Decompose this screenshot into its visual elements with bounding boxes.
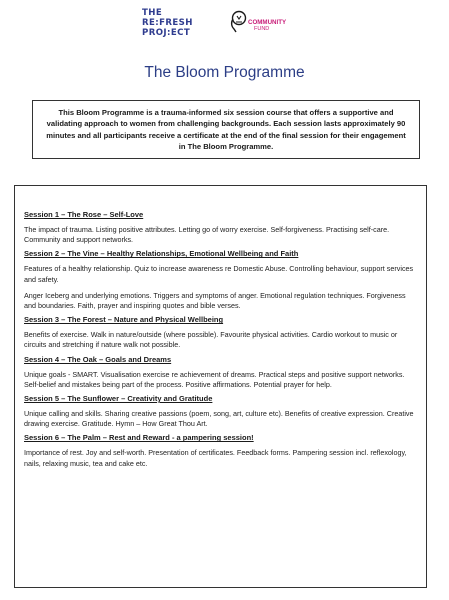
header-logos bbox=[0, 6, 449, 50]
session-5-text: Unique calling and skills. Sharing creative passions (poem, song, art, culture etc). Benefits of creative expression. Creative drawing exercise. Gratitude. Hymn – How Great Thou Art. bbox=[24, 409, 414, 429]
logo-line: RE:FRESH bbox=[142, 18, 193, 28]
community-fund-line2: FUND bbox=[254, 26, 270, 32]
intro-box bbox=[32, 100, 420, 159]
refresh-project-logo bbox=[142, 8, 204, 38]
community-fund-text bbox=[248, 19, 286, 33]
page-title: The Bloom Programme bbox=[144, 64, 305, 81]
session-3-text: Benefits of exercise. Walk in nature/outside (where possible). Favourite physical activities. Cardio workout to music or circuits and stretching if nature walk not possible. bbox=[24, 330, 398, 350]
session-6-text: Importance of rest. Joy and self-worth. Presentation of certificates. Feedback forms. Pampering session incl. reflexology, nails, relaxing music, tea and cake etc. bbox=[24, 448, 407, 468]
logo-line: THE bbox=[142, 8, 163, 18]
session-4-heading: Session 4 – The Oak – Goals and Dreams bbox=[24, 354, 172, 364]
logo-line: PROJ:ECT bbox=[142, 28, 191, 38]
session-2-heading: Session 2 – The Vine – Healthy Relationships, Emotional Wellbeing and Faith bbox=[24, 249, 299, 259]
session-1-text: The impact of trauma. Listing positive attributes. Letting go of worry exercise. Self-forgiveness. Practising self-care. Community and support networks. bbox=[24, 225, 390, 245]
session-2-text: Anger Iceberg and underlying emotions. Triggers and symptoms of anger. Emotional regulation techniques. Forgiveness and boundaries. Faith, prayer and inspiring quotes and bible verses. bbox=[24, 290, 406, 311]
community-fund-line1: COMMUNITY bbox=[248, 19, 287, 26]
session-6-heading: Session 6 – The Palm – Rest and Reward - a pampering session! bbox=[24, 433, 254, 443]
intro-text: This Bloom Programme is a trauma-informed six session course that offers a supportive and validating approach to women from challenging backgrounds. Each session lasts approximately 90 minutes and all participants receive a certificate at the end of the final session for their engagement in The Bloom Programme. bbox=[46, 108, 406, 152]
session-3-heading: Session 3 – The Forest – Nature and Physical Wellbeing bbox=[24, 315, 224, 325]
lottery-hand-icon bbox=[227, 10, 247, 34]
session-4-text: Unique goals - SMART. Visualisation exercise re achievement of dreams. Practical steps and positive support networks. Self-belief and mistakes being part of the process. Positive affirmations. Potential prayer for help. bbox=[24, 369, 405, 389]
session-5-heading: Session 5 – The Sunflower – Creativity and Gratitude bbox=[24, 394, 213, 404]
sessions-box bbox=[14, 185, 427, 588]
session-1-heading: Session 1 – The Rose – Self-Love bbox=[24, 210, 144, 219]
session-2-text: Features of a healthy relationship. Quiz to increase awareness re Domestic Abuse. Controlling behaviour, support services and safety. bbox=[24, 264, 414, 284]
community-fund-logo bbox=[227, 10, 307, 44]
